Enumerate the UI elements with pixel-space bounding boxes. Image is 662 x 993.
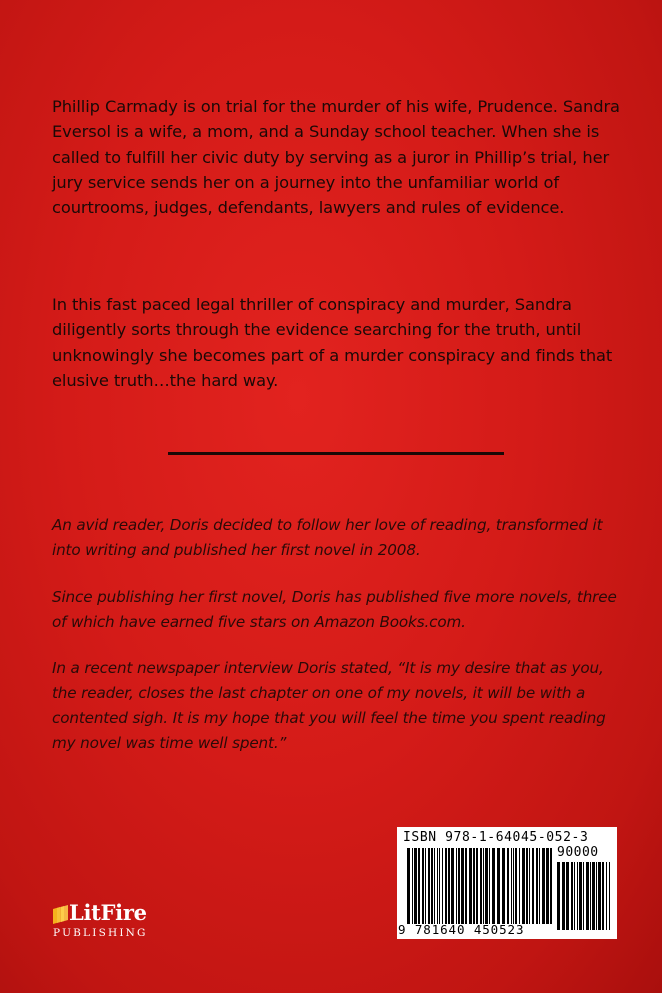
author-bio-paragraph-1: An avid reader, Doris decided to follow her love of reading, transformed it into writing and published her first novel in 2008. xyxy=(52,516,603,559)
blurb-paragraph-1: Phillip Carmady is on trial for the murder of his wife, Prudence. Sandra Eversol is a wife, a mom, and a Sunday school teacher. When she is called to fulfill her civic duty by serving as a juror in Phillip’s trial, her jury service sends her on a journey into the unfamiliar world of courtrooms, judges, defendants, lawyers and rules of evidence. xyxy=(52,97,620,218)
barcode-bar xyxy=(598,862,601,930)
barcode-bar xyxy=(602,862,604,930)
barcode-bar xyxy=(492,848,495,924)
barcode-bar xyxy=(480,848,482,924)
book-pages-icon xyxy=(52,905,70,925)
price-code: 90000 xyxy=(557,845,599,860)
barcode-bar xyxy=(507,848,509,924)
barcode-bar xyxy=(461,848,464,924)
barcode-bar xyxy=(606,862,607,930)
barcode-bar xyxy=(497,848,500,924)
barcode-bar xyxy=(586,862,589,930)
barcode-bar xyxy=(442,848,443,924)
barcode-bar xyxy=(511,848,512,924)
barcode-bar xyxy=(542,848,545,924)
barcode-bar xyxy=(412,848,413,924)
barcode-bar xyxy=(485,848,488,924)
barcode-bar xyxy=(583,862,584,930)
barcode-bar xyxy=(519,848,520,924)
barcode-bar xyxy=(502,848,505,924)
barcode-bar xyxy=(577,862,578,930)
barcode-bar xyxy=(590,862,591,930)
barcode-bar xyxy=(539,848,540,924)
barcode-bar xyxy=(489,848,490,924)
barcode-bar xyxy=(473,848,475,924)
publisher-name: LitFire xyxy=(69,900,147,925)
barcode-bar xyxy=(574,862,575,930)
isbn-barcode xyxy=(397,827,617,939)
barcode-bar xyxy=(418,848,420,924)
barcode-bar xyxy=(557,862,560,930)
publisher-logo xyxy=(52,900,172,943)
barcode-bar xyxy=(546,848,549,924)
barcode-bar xyxy=(428,848,430,924)
ean-barcode-bars xyxy=(407,848,552,924)
barcode-bar xyxy=(609,862,610,930)
barcode-bar xyxy=(562,862,565,930)
barcode-bar xyxy=(437,848,438,924)
publisher-subtitle: PUBLISHING xyxy=(53,927,148,939)
barcode-bar xyxy=(529,848,530,924)
barcode-bar xyxy=(465,848,467,924)
barcode-bar xyxy=(456,848,457,924)
barcode-bar xyxy=(458,848,460,924)
barcode-bar xyxy=(536,848,538,924)
barcode-bar xyxy=(431,848,433,924)
barcode-bar xyxy=(434,848,435,924)
barcode-bar xyxy=(414,848,417,924)
barcode-bar xyxy=(407,848,410,924)
barcode-bar xyxy=(483,848,484,924)
blurb-paragraph-2: In this fast paced legal thriller of conspiracy and murder, Sandra diligently sorts through the evidence searching for the truth, until unknowingly she becomes part of a murder conspiracy and finds that elusive truth…the hard way. xyxy=(52,295,613,390)
divider-line xyxy=(168,452,504,455)
barcode-bar xyxy=(526,848,528,924)
barcode-bar xyxy=(445,848,447,924)
barcode-bar xyxy=(579,862,582,930)
barcode-bar xyxy=(422,848,424,924)
barcode-bar xyxy=(566,862,569,930)
barcode-bar xyxy=(522,848,525,924)
barcode-bar xyxy=(550,848,552,924)
isbn-label: ISBN 978-1-64045-052-3 xyxy=(403,830,589,845)
barcode-bar xyxy=(515,848,517,924)
barcode-bar xyxy=(532,848,534,924)
barcode-bar xyxy=(513,848,514,924)
barcode-bar xyxy=(571,862,573,930)
ean-digits: 9 781640 450523 xyxy=(398,922,525,937)
barcode-bar xyxy=(451,848,454,924)
author-bio-paragraph-3: In a recent newspaper interview Doris stated, “It is my desire that as you, the reader, closes the last chapter on one of my novels, it will be with a contented sigh. It is my hope that you will feel the time you spent reading my novel was time well spent.” xyxy=(52,659,606,752)
barcode-bar xyxy=(425,848,426,924)
barcode-bar xyxy=(592,862,595,930)
addon-barcode-bars xyxy=(557,862,611,930)
barcode-bar xyxy=(476,848,478,924)
author-bio-paragraph-2: Since publishing her first novel, Doris has published five more novels, three of which have earned five stars on Amazon Books.com. xyxy=(52,588,617,631)
barcode-bar xyxy=(469,848,472,924)
barcode-bar xyxy=(439,848,440,924)
barcode-bar xyxy=(596,862,597,930)
barcode-bar xyxy=(448,848,450,924)
